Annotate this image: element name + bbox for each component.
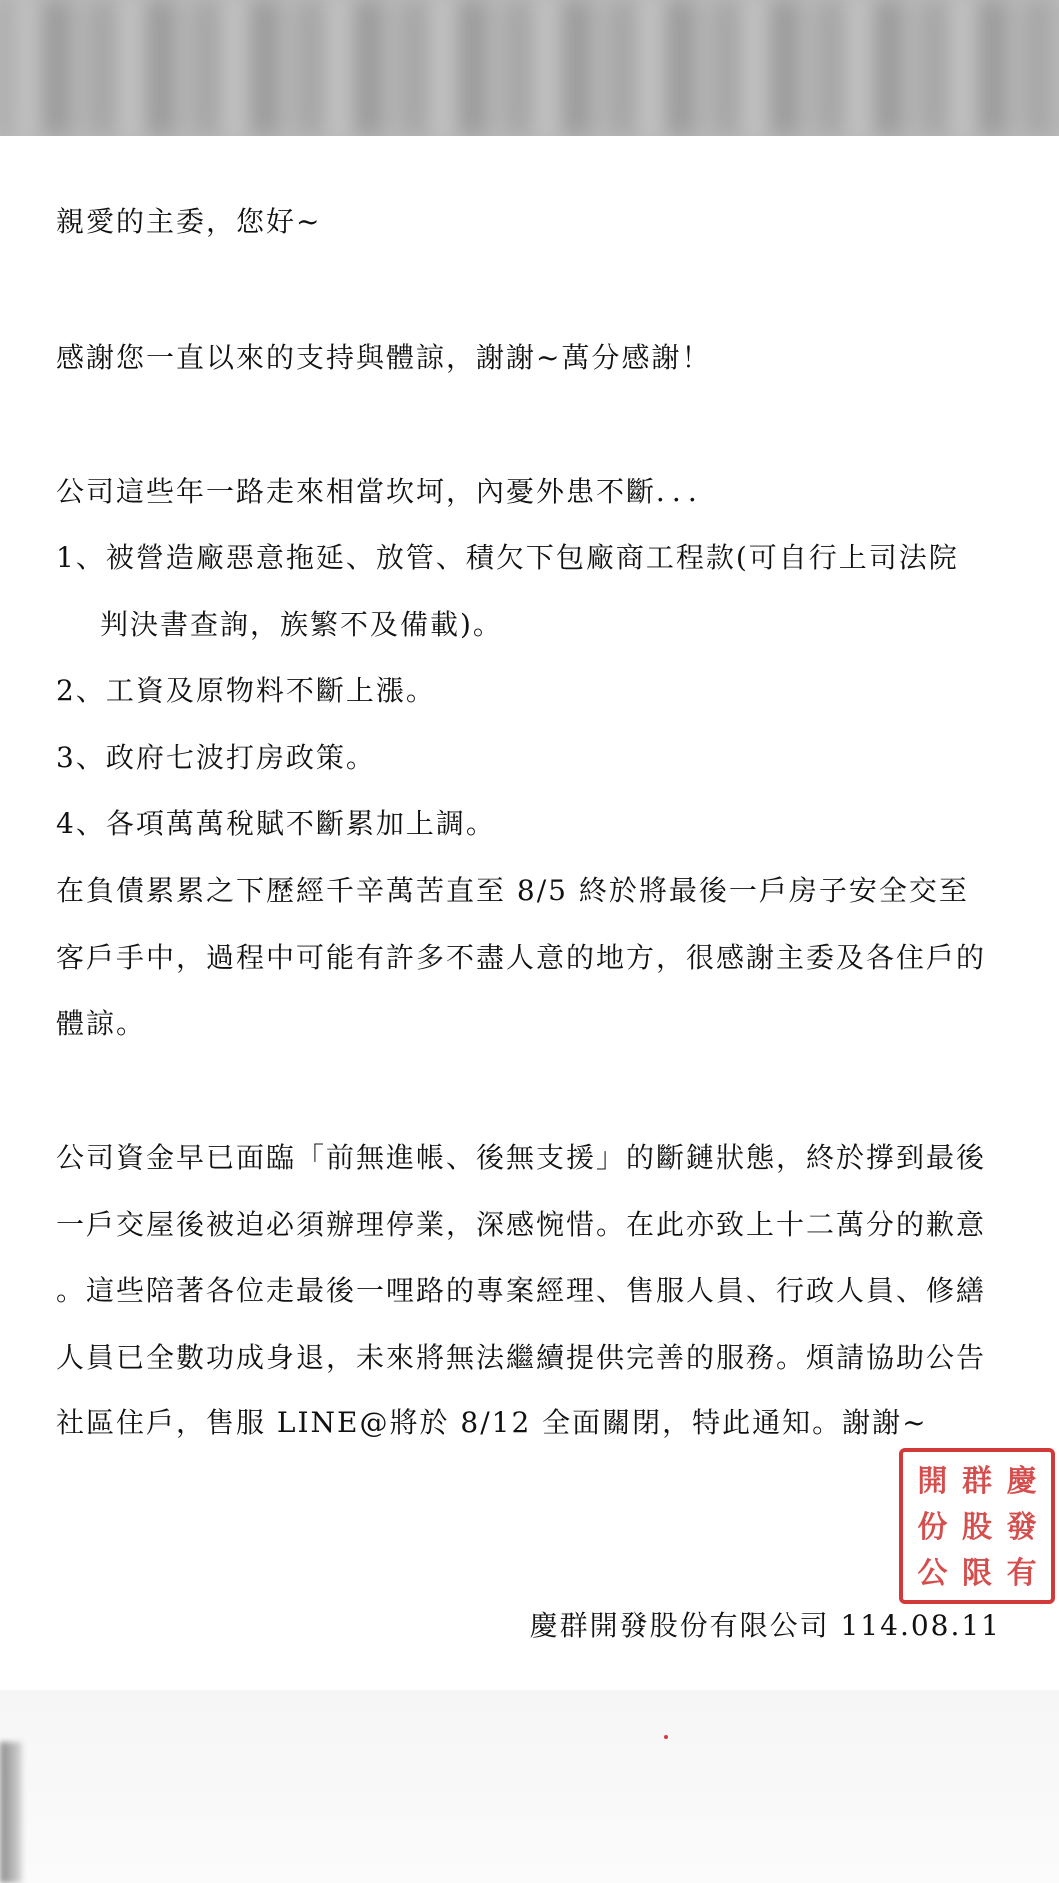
seal-char: 股	[961, 1510, 992, 1545]
list-item-2: 2、工資及原物料不斷上漲。	[56, 674, 436, 707]
paragraph-2-line-5: 社區住戶，售服 LINE@將於 8/12 全面關閉，特此通知。謝謝~	[56, 1406, 928, 1439]
paragraph-1-line-1: 在負債累累之下歷經千辛萬苦直至 8/5 終於將最後一戶房子安全交至	[56, 874, 969, 907]
paragraph-2-line-2: 一戶交屋後被迫必須辦理停業，深感惋惜。在此亦致上十二萬分的歉意	[56, 1208, 987, 1241]
seal-char: 限	[961, 1556, 992, 1591]
seal-char: 份	[917, 1510, 948, 1545]
list-item-4: 4、各項萬萬稅賦不斷累加上調。	[56, 807, 496, 840]
page-bottom-area	[0, 1690, 1059, 1883]
red-dot-mark	[664, 1735, 668, 1739]
list-item-1-line-2: 判決書查詢，族繁不及備載)。	[100, 608, 503, 641]
signature-line: 慶群開發股份有限公司 114.08.11	[529, 1609, 1001, 1642]
thanks-line: 感謝您一直以來的支持與體諒，謝謝~萬分感謝！	[56, 341, 712, 374]
seal-char: 公	[917, 1556, 948, 1591]
blurred-header-area	[0, 0, 1059, 136]
greeting: 親愛的主委，您好~	[56, 205, 322, 238]
list-item-1-line-1: 1、被營造廠惡意拖延、放管、積欠下包廠商工程款(可自行上司法院	[56, 541, 959, 574]
paragraph-1-line-2: 客戶手中，過程中可能有許多不盡人意的地方，很感謝主委及各住戶的	[56, 941, 987, 974]
seal-char: 慶	[1006, 1464, 1037, 1499]
seal-char: 發	[1006, 1510, 1037, 1545]
seal-char: 開	[917, 1464, 948, 1499]
paragraph-2-line-1: 公司資金早已面臨「前無進帳、後無支援」的斷鏈狀態，終於撐到最後	[56, 1141, 987, 1174]
paragraph-1-line-3: 體諒。	[56, 1007, 147, 1040]
paragraph-2-line-4: 人員已全數功成身退，未來將無法繼續提供完善的服務。煩請協助公告	[56, 1341, 987, 1374]
paragraph-2-line-3: 。這些陪著各位走最後一哩路的專案經理、售服人員、行政人員、修繕	[56, 1274, 987, 1307]
intro-line: 公司這些年一路走來相當坎坷，內憂外患不斷．．．	[56, 475, 719, 508]
seal-char: 有	[1006, 1556, 1037, 1591]
page-edge-shadow	[0, 1742, 22, 1883]
list-item-3: 3、政府七波打房政策。	[56, 741, 376, 774]
company-seal	[899, 1448, 1055, 1604]
seal-char: 群	[961, 1464, 992, 1499]
